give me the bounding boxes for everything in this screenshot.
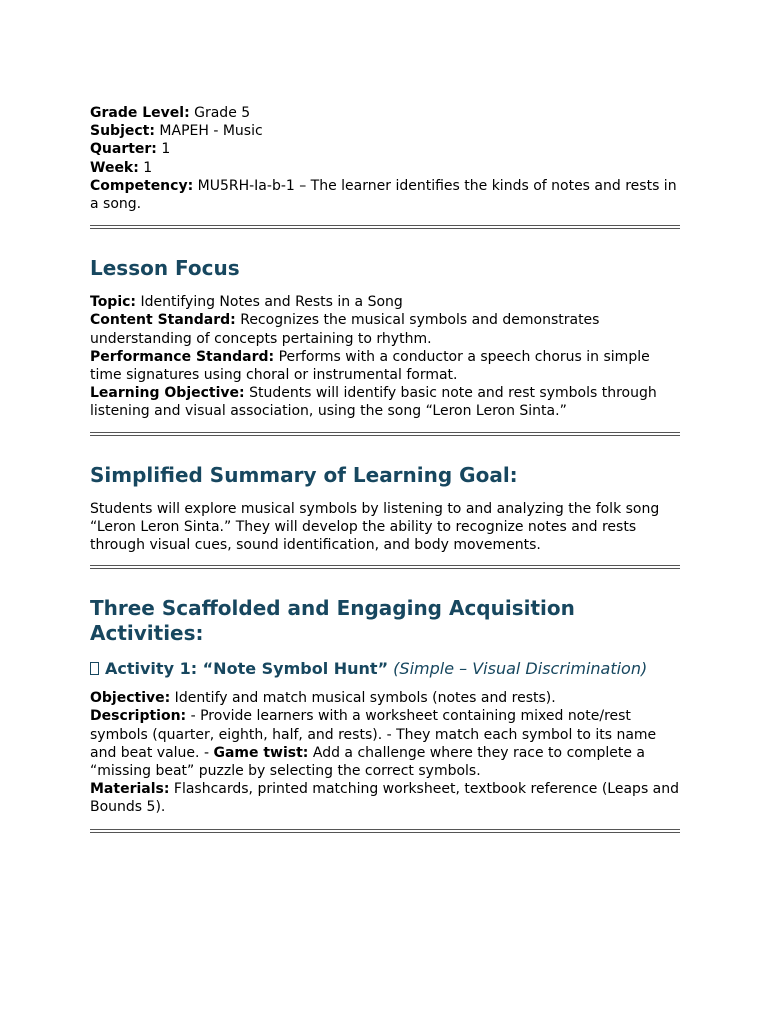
- competency-line: [90, 177, 680, 213]
- topic-value: Identifying Notes and Rests in a Song: [136, 294, 403, 311]
- header-info: [90, 104, 680, 213]
- activity-1-body: [90, 689, 680, 816]
- topic-label: Topic:: [90, 294, 137, 311]
- activity-1-description-line: [90, 707, 680, 780]
- game-twist-label: Game twist:: [213, 744, 309, 761]
- divider: [90, 565, 680, 569]
- learning-objective-value: Students will identify basic note and rest symbols through listening and visual association, using the song “Leron Leron Sinta.”: [90, 385, 657, 420]
- competency-label: Competency:: [90, 177, 194, 194]
- summary-text: Students will explore musical symbols by listening to and analyzing the folk song “Leron Leron Sinta.” They will develop the ability to recognize notes and rests through visual cues, sound identification, and body movements.: [90, 500, 660, 554]
- performance-standard-value: Performs with a conductor a speech chorus in simple time signatures using choral or instrumental format.: [90, 348, 650, 384]
- divider: [90, 225, 680, 229]
- game-twist-value: Add a challenge where they race to complete a “missing beat” puzzle by selecting the correct symbols.: [90, 744, 645, 780]
- activity-1-title: Activity 1: “Note Symbol Hunt”: [105, 659, 389, 679]
- lesson-focus-title: Lesson Focus: [90, 256, 240, 281]
- quarter-line: [90, 140, 680, 158]
- topic-line: [90, 293, 680, 311]
- activity-1-objective-line: [90, 689, 680, 707]
- document-page: [90, 104, 680, 833]
- activities-title: Three Scaffolded and Engaging Acquisition Activities:: [90, 596, 575, 646]
- activity-1-heading: [90, 658, 680, 679]
- learning-objective-label: Learning Objective:: [90, 385, 245, 402]
- week-value: 1: [138, 159, 153, 176]
- performance-standard-label: Performance Standard:: [90, 348, 275, 365]
- subject-label: Subject:: [90, 123, 155, 140]
- subject-line: [90, 122, 680, 140]
- competency-value: MU5RH-Ia-b-1 – The learner identifies the kinds of notes and rests in a song.: [90, 177, 677, 213]
- materials-value: Flashcards, printed matching worksheet, textbook reference (Leaps and Bounds 5).: [90, 781, 680, 816]
- content-standard-label: Content Standard:: [90, 312, 236, 329]
- materials-label: Materials:: [90, 781, 170, 798]
- description-value: - Provide learners with a worksheet containing mixed note/rest symbols (quarter, eighth, half, and rests). - They match each symbol to its name and beat value. -: [90, 708, 657, 761]
- grade-value: Grade 5: [189, 105, 251, 121]
- grade-line: [90, 104, 680, 122]
- quarter-value: 1: [156, 141, 171, 158]
- learning-objective-line: [90, 384, 680, 420]
- lesson-focus-body: [90, 293, 680, 420]
- missing-glyph-icon: [90, 662, 99, 675]
- activity-1-subtitle: (Simple – Visual Discrimination): [388, 659, 648, 679]
- content-standard-line: [90, 311, 680, 347]
- performance-standard-line: [90, 348, 680, 384]
- divider: [90, 829, 680, 833]
- grade-label: Grade Level:: [90, 105, 190, 121]
- content-standard-value: Recognizes the musical symbols and demonstrates understanding of concepts pertaining to rhythm.: [90, 312, 600, 347]
- quarter-label: Quarter:: [90, 141, 157, 158]
- divider: [90, 432, 680, 436]
- objective-label: Objective:: [90, 690, 171, 707]
- week-line: [90, 159, 680, 177]
- description-label: Description:: [90, 708, 187, 725]
- subject-value: MAPEH - Music: [154, 123, 263, 140]
- summary-title: Simplified Summary of Learning Goal:: [90, 462, 518, 487]
- week-label: Week:: [90, 159, 139, 176]
- activity-1-materials-line: [90, 780, 680, 816]
- objective-value: Identify and match musical symbols (notes and rests).: [170, 690, 556, 707]
